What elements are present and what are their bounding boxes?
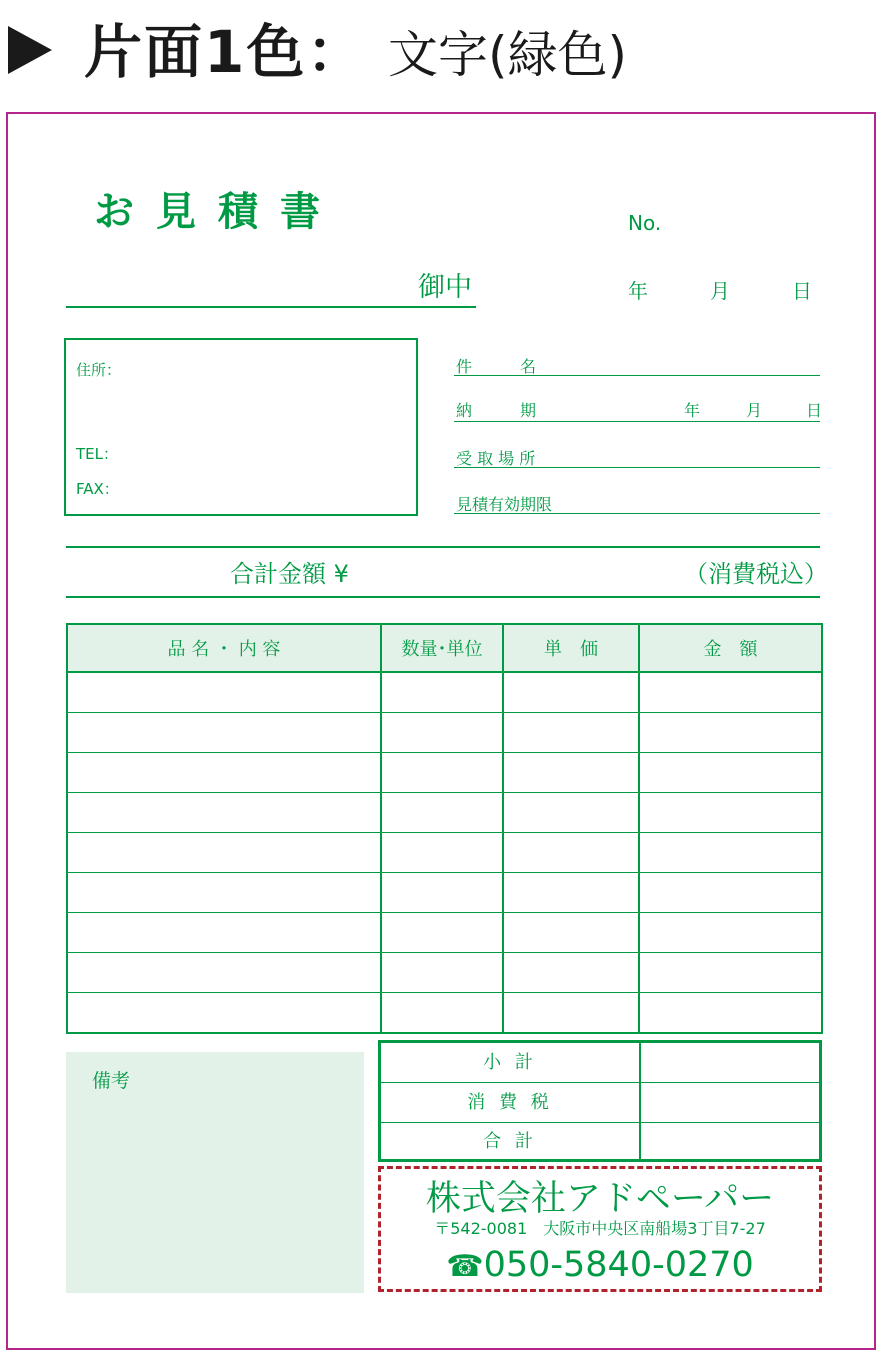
delivery-label: 納 期 (456, 401, 537, 420)
table-cell (67, 993, 381, 1034)
subject-line (454, 375, 820, 376)
table-cell (639, 873, 822, 913)
table-row (67, 873, 822, 913)
table-cell (67, 833, 381, 873)
subject-label: 件 名 (456, 357, 537, 376)
total-amount-label: 合計金額 ¥ (230, 560, 349, 588)
total-top-line (66, 546, 820, 548)
table-cell (639, 833, 822, 873)
items-table (66, 623, 823, 1034)
delivery-month-label: 月 (746, 401, 763, 420)
table-cell (503, 713, 639, 753)
table-cell (67, 873, 381, 913)
table-cell (503, 913, 639, 953)
table-cell (67, 793, 381, 833)
table-cell (381, 753, 503, 793)
table-cell (503, 993, 639, 1034)
validity-label: 見積有効期限 (456, 495, 553, 514)
table-cell (503, 793, 639, 833)
company-address: 〒542-0081 大阪市中央区南船場3丁目7-27 (434, 1219, 766, 1238)
table-cell (639, 672, 822, 713)
table-row (67, 713, 822, 753)
table-cell (381, 913, 503, 953)
table-cell (381, 833, 503, 873)
tax-included-note: （消費税込） (684, 560, 828, 588)
place-line (454, 467, 820, 468)
date-year-label: 年 (628, 279, 648, 303)
grand-total-cell (639, 1123, 819, 1160)
table-cell (503, 753, 639, 793)
delivery-day-label: 日 (806, 401, 823, 420)
table-cell (67, 953, 381, 993)
table-cell (639, 753, 822, 793)
table-cell (639, 913, 822, 953)
honorific-label: 御中 (418, 272, 472, 303)
table-row (67, 833, 822, 873)
table-cell (503, 672, 639, 713)
remarks-label: 備考 (92, 1070, 131, 1092)
phone-icon: ☎ (446, 1249, 484, 1284)
table-row (67, 953, 822, 993)
table-cell (381, 993, 503, 1034)
table-cell (67, 913, 381, 953)
fax-label: FAX： (76, 480, 119, 498)
company-name: 株式会社アドペーパー (425, 1179, 775, 1219)
recipient-line (66, 306, 476, 308)
subtotal-cell (639, 1043, 819, 1082)
table-cell (639, 713, 822, 753)
heading-main: 片面1色： (84, 18, 367, 86)
table-cell (67, 713, 381, 753)
table-row (67, 793, 822, 833)
table-cell (381, 713, 503, 753)
number-label: No. (628, 211, 662, 235)
table-cell (503, 833, 639, 873)
tax-cell (639, 1083, 819, 1123)
grand-total-label: 合 計 (483, 1131, 537, 1152)
items-body (67, 672, 822, 1033)
table-row (67, 672, 822, 713)
summary-table (378, 1040, 822, 1162)
company-tel (378, 1242, 822, 1290)
table-row (67, 993, 822, 1034)
table-cell (639, 793, 822, 833)
delivery-year-label: 年 (684, 401, 701, 420)
company-tel-number: 050-5840-0270 (483, 1245, 754, 1285)
subtotal-label: 小 計 (483, 1052, 537, 1073)
table-cell (381, 953, 503, 993)
heading-sub: 文字(緑色) (388, 26, 628, 84)
subtotal-row (381, 1043, 819, 1082)
header-amount: 金 額 (639, 624, 822, 672)
table-cell (639, 993, 822, 1034)
table-row (67, 913, 822, 953)
place-label: 受 取 場 所 (456, 449, 536, 468)
document-title: お見積書 (94, 189, 342, 235)
date-month-label: 月 (710, 279, 730, 303)
items-header-row (67, 624, 822, 672)
tel-label: TEL： (76, 445, 118, 463)
table-cell (381, 873, 503, 913)
table-cell (503, 953, 639, 993)
total-bottom-line (66, 596, 820, 598)
table-cell (67, 753, 381, 793)
address-label: 住所： (76, 361, 122, 379)
table-row (67, 753, 822, 793)
tax-label: 消 費 税 (467, 1092, 553, 1113)
table-cell (381, 793, 503, 833)
play-arrow-icon (8, 26, 52, 74)
validity-line (454, 513, 820, 514)
table-cell (381, 672, 503, 713)
tax-row (381, 1082, 819, 1123)
grand-total-row (381, 1122, 819, 1160)
table-cell (503, 873, 639, 913)
delivery-line (454, 421, 820, 422)
table-cell (67, 672, 381, 713)
date-day-label: 日 (792, 279, 812, 303)
header-unit-price: 単 価 (503, 624, 639, 672)
header-item: 品 名 ・ 内 容 (67, 624, 381, 672)
table-cell (639, 953, 822, 993)
header-quantity: 数量･単位 (381, 624, 503, 672)
